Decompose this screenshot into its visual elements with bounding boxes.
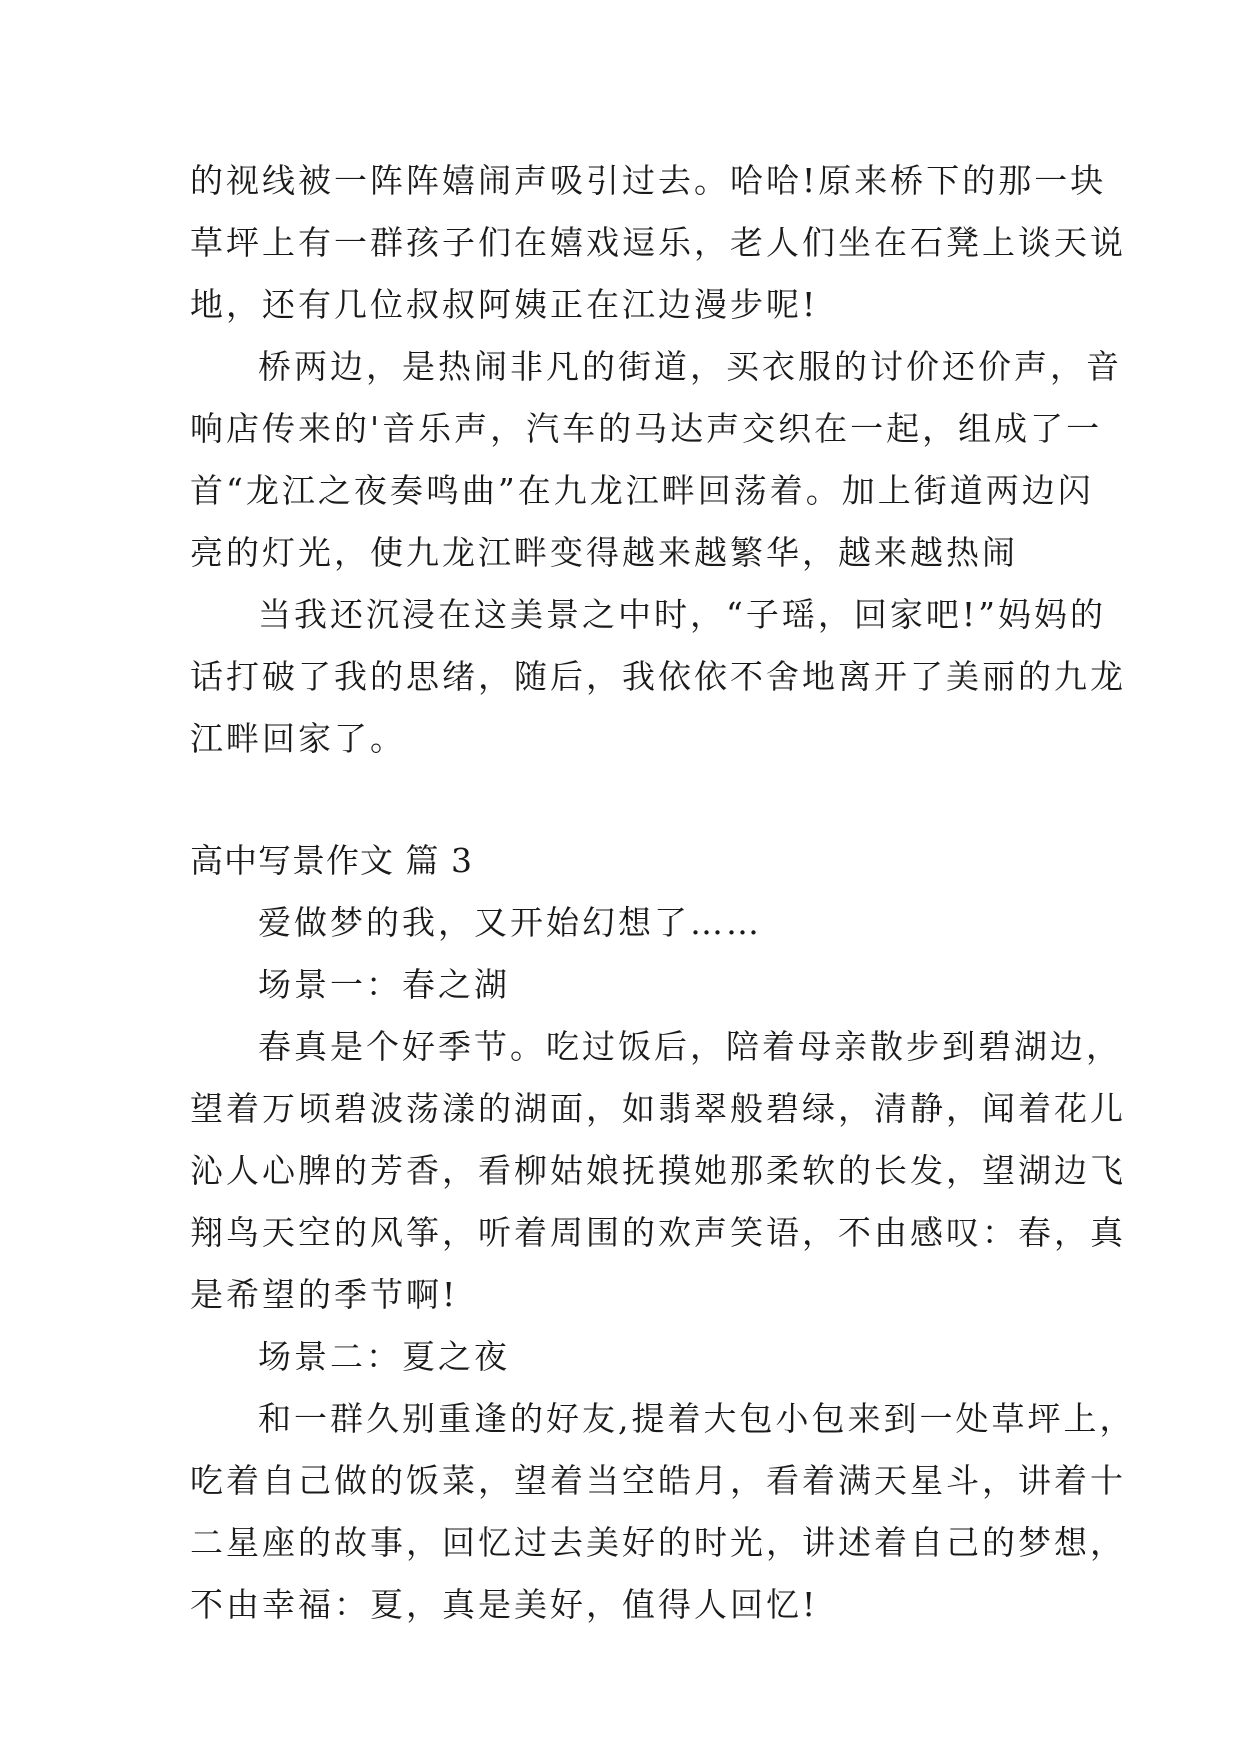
paragraph-continuation [190,150,1126,336]
section-gap [190,770,1060,830]
paragraph-spring [190,1016,1126,1326]
paragraph-going-home [190,584,1126,770]
text-line: 当我还沉浸在这美景之中时，“子瑶，回家吧!”妈妈的 [258,595,1107,634]
text-line: 响店传来的'音乐声，汽车的马达声交织在一起，组成了一 [190,409,1103,448]
text-line: 亮的灯光，使九龙江畔变得越来越繁华，越来越热闹 [190,533,1018,572]
text-line: 江畔回家了。 [190,719,406,758]
text-line: 的视线被一阵阵嬉闹声吸引过去。哈哈!原来桥下的那一块 [190,161,1107,200]
text-line: 吃着自己做的饭菜，望着当空皓月，看着满天星斗，讲着十 [190,1461,1126,1500]
section-heading: 高中写景作文 篇 3 [190,841,473,880]
text-line: 草坪上有一群孩子们在嬉戏逗乐，老人们坐在石凳上谈天说 [190,223,1126,262]
text-line: 沁人心脾的芳香，看柳姑娘抚摸她那柔软的长发，望湖边飞 [190,1151,1126,1190]
paragraph-intro [190,892,1060,954]
scene-two-title [190,1326,1060,1388]
text-line: 望着万顷碧波荡漾的湖面，如翡翠般碧绿，清静，闻着花儿 [190,1089,1126,1128]
text-line: 和一群久别重逢的好友,提着大包小包来到一处草坪上， [258,1399,1136,1438]
text-line: 二星座的故事，回忆过去美好的时光，讲述着自己的梦想， [190,1523,1126,1562]
text-line: 地，还有几位叔叔阿姨正在江边漫步呢! [190,285,819,324]
text-line: 春真是个好季节。吃过饭后，陪着母亲散步到碧湖边， [258,1027,1122,1066]
paragraph-summer [190,1388,1136,1636]
text-line: 首“龙江之夜奏鸣曲”在九龙江畔回荡着。加上街道两边闪 [190,471,1094,510]
text-line: 是希望的季节啊! [190,1275,459,1314]
text-line: 话打破了我的思绪，随后，我依依不舍地离开了美丽的九龙 [190,657,1126,696]
document-page [190,150,1136,1636]
text-line: 爱做梦的我，又开始幻想了…… [258,903,762,942]
scene-one-title [190,954,1060,1016]
text-line: 桥两边，是热闹非凡的街道，买衣服的讨价还价声，音 [258,347,1122,386]
text-line: 场景二：夏之夜 [258,1337,510,1376]
text-line: 场景一：春之湖 [258,965,510,1004]
paragraph-street [190,336,1122,584]
text-line: 翔鸟天空的风筝，听着周围的欢声笑语，不由感叹：春，真 [190,1213,1126,1252]
text-line: 不由幸福：夏，真是美好，值得人回忆! [190,1585,819,1624]
